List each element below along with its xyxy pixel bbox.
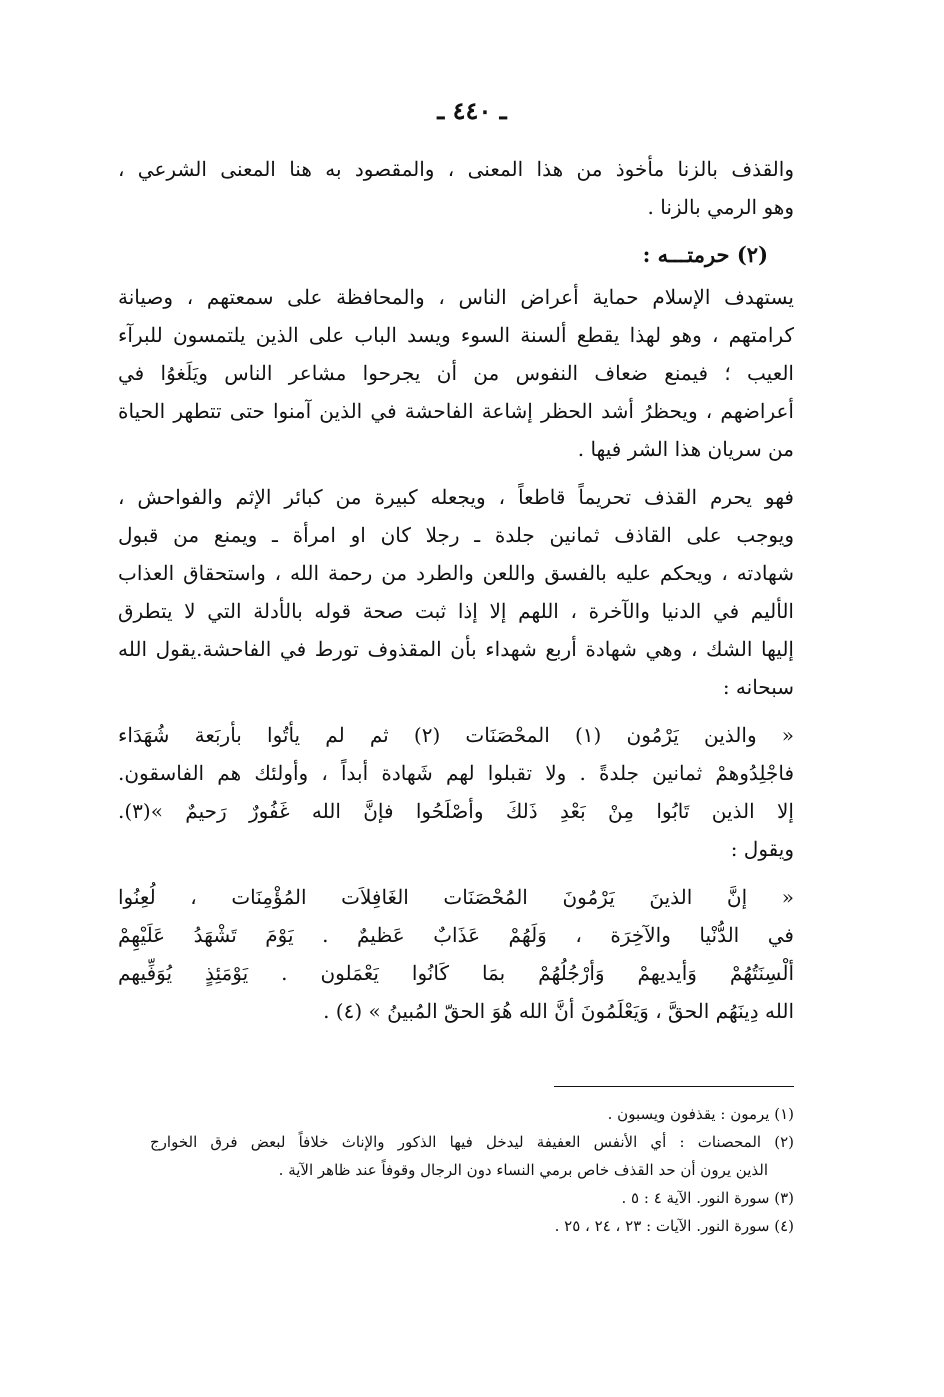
verse-line: « والذين يَرْمُون (١) المحْصَنَات (٢) ثم لم يأتُوا بأربَعة شُهَدَاء bbox=[118, 723, 794, 747]
footnote: (١) يرمون : يقذفون ويسبون . bbox=[607, 1105, 794, 1123]
text-line: الأليم في الدنيا والآخرة ، اللهم إلا إذا ثبت صحة قوله بالأدلة التي لا يتطرق bbox=[118, 599, 794, 623]
text-line: ويوجب على القاذف ثمانين جلدة ـ رجلا كان او امرأة ـ ويمنع من قبول bbox=[118, 523, 794, 547]
quran-verse-1 bbox=[118, 716, 794, 868]
footnote-divider bbox=[554, 1086, 794, 1087]
footnote: (٤) سورة النور. الآيات : ٢٣ ، ٢٤ ، ٢٥ . bbox=[554, 1217, 794, 1235]
text-line: فهو يحرم القذف تحريماً قاطعاً ، ويجعله كبيرة من كبائر الإثم والفواحش ، bbox=[118, 485, 794, 509]
verse-line: فاجْلِدُوهمْ ثمانين جلدةً . ولا تقبلوا لهم شَهادة أبداً ، وأولئك هم الفاسقون. bbox=[118, 761, 794, 785]
text-line: إليها الشك ، وهي شهادة أربع شهداء بأن المقذوف تورط في الفاحشة.يقول الله bbox=[118, 637, 794, 661]
footnote-continuation: الذين يرون أن حد القذف خاص برمي النساء دون الرجال وقوفاً عند ظاهر الآية . bbox=[278, 1161, 768, 1179]
quran-verse-2 bbox=[118, 878, 794, 1030]
verse-line: ألْسِنَتُهُمْ وَأيديهمْ وَأرْجُلُهُمْ بمَا كَانُوا يَعْمَلون . يَوْمَئِذٍ يُوَفِّيهم bbox=[118, 961, 794, 985]
text-line: والقذف بالزنا مأخوذ من هذا المعنى ، والمقصود به هنا المعنى الشرعي ، bbox=[118, 157, 794, 181]
footnote: (٣) سورة النور. الآية ٤ : ٥ . bbox=[621, 1189, 794, 1207]
verse-line: إلا الذين تَابُوا مِنْ بَعْدِ ذَلكَ وأصْلَحُوا فإنَّ الله غَفُورٌ رَحيمٌ »(٣). bbox=[118, 799, 794, 823]
text-line: أعراضهم ، ويحظرُ أشد الحظر إشاعة الفاحشة في الذين آمنوا حتى تتطهر الحياة bbox=[118, 399, 794, 423]
paragraph-2 bbox=[118, 478, 794, 706]
text-line: سبحانه : bbox=[722, 675, 794, 699]
page-number: ـ ٤٤٠ ـ bbox=[437, 96, 507, 125]
paragraph-1 bbox=[118, 278, 794, 468]
footnote: (٢) المحصنات : أي الأنفس العفيفة ليدخل فيها الذكور والإناث خلافاً لبعض فرق الخوارج bbox=[150, 1133, 794, 1151]
text-line: يستهدف الإسلام حماية أعراض الناس ، والمحافظة على سمعتهم ، وصيانة bbox=[118, 285, 794, 309]
text-line: العيب ؛ فيمنع ضعاف النفوس من أن يجرحوا مشاعر الناس ويَلَغوُا في bbox=[118, 361, 794, 385]
text-line: من سريان هذا الشر فيها . bbox=[577, 437, 794, 461]
text-line: كرامتهم ، وهو لهذا يقطع ألسنة السوء ويسد الباب على الذين يلتمسون للبرآء bbox=[118, 323, 794, 347]
verse-line: الله دِينَهُم الحقَّ ، وَيَعْلَمُونَ أنَّ الله هُوَ الحقّ المُبينُ » (٤) . bbox=[323, 999, 794, 1023]
verse-intro: ويقول : bbox=[730, 837, 794, 861]
text-line: وهو الرمي بالزنا . bbox=[647, 195, 794, 219]
body-text bbox=[118, 150, 794, 1030]
verse-line: في الدُّنْيا والآخِرَة ، وَلَهُمْ عَذَابٌ عَظيمٌ . يَوْمَ تَشْهَدُ عَلَيْهِمْ bbox=[118, 923, 794, 947]
intro-paragraph bbox=[118, 150, 794, 226]
verse-line: « إنَّ الذينَ يَرْمُونَ المُحْصَنَات الغَافِلاَت المُؤْمِنَات ، لُعِنُوا bbox=[118, 885, 794, 909]
footnotes bbox=[150, 1100, 794, 1240]
section-heading: (٢) حرمتـــه : bbox=[642, 242, 768, 267]
text-line: شهادته ، ويحكم عليه بالفسق واللعن والطرد من رحمة الله ، واستحقاق العذاب bbox=[118, 561, 794, 585]
